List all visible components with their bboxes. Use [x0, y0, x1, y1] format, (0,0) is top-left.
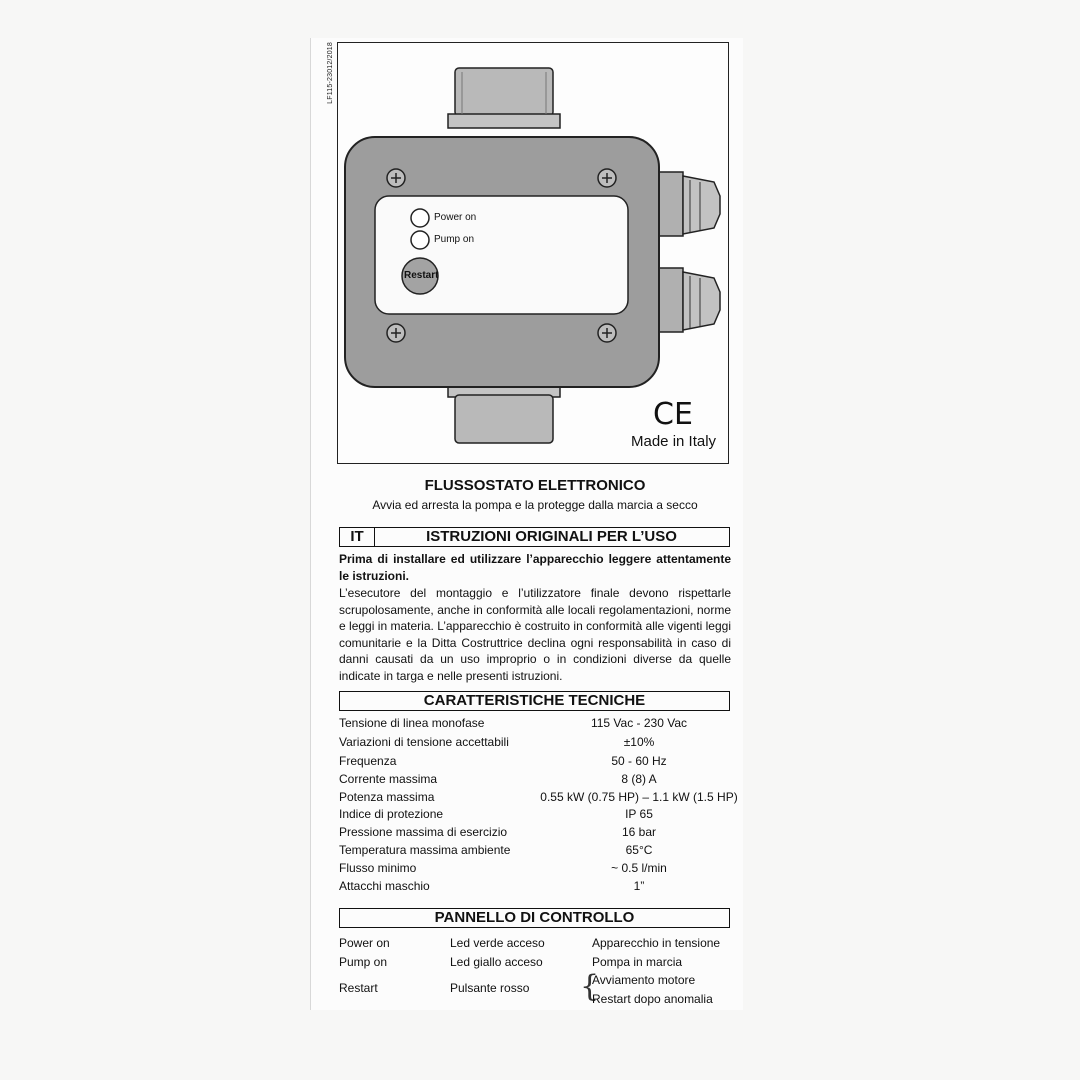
- panel-item-name: Restart: [339, 981, 378, 995]
- spec-value: 115 Vac - 230 Vac: [590, 716, 688, 730]
- spec-value: 16 bar: [621, 825, 657, 839]
- spec-value: 1”: [633, 879, 645, 893]
- panel-item-meaning: Apparecchio in tensione: [592, 936, 721, 950]
- spec-row: [339, 754, 739, 772]
- section-title: CARATTERISTICHE TECNICHE: [423, 692, 646, 709]
- spec-value: 0.55 kW (0.75 HP) – 1.1 kW (1.5 HP): [540, 790, 738, 804]
- panel-item-element: Led verde acceso: [450, 936, 545, 950]
- pressure-controller-drawing: [0, 0, 1080, 470]
- made-in-label: Made in Italy: [631, 433, 717, 450]
- spec-label: Pressione massima di esercizio: [339, 825, 508, 839]
- section-instructions-header: [339, 527, 730, 547]
- spec-label: Potenza massima: [339, 790, 435, 804]
- spec-row: [339, 879, 739, 897]
- panel-item-meaning: Avviamento motore: [592, 973, 696, 987]
- spec-row: [339, 772, 739, 790]
- spec-label: Tensione di linea monofase: [339, 716, 485, 730]
- product-title: FLUSSOSTATO ELETTRONICO: [424, 477, 646, 494]
- brace-icon: {: [580, 969, 600, 1004]
- spec-value: 65°C: [625, 843, 653, 857]
- spec-value: IP 65: [625, 807, 653, 821]
- spec-row: [339, 790, 739, 808]
- spec-value: ~ 0.5 l/min: [611, 861, 667, 875]
- pump-led-label: Pump on: [434, 234, 475, 245]
- spec-label: Frequenza: [339, 754, 397, 768]
- spec-label: Flusso minimo: [339, 861, 417, 875]
- language-code: IT: [340, 528, 375, 546]
- spec-label: Variazioni di tensione accettabili: [339, 735, 509, 749]
- ce-mark: CE: [653, 397, 693, 432]
- product-subtitle: Avvia ed arresta la pompa e la protegge dalla marcia a secco: [372, 498, 698, 512]
- section-specs-header: [339, 691, 730, 711]
- spec-row: [339, 843, 739, 861]
- pump-led-icon: [411, 231, 429, 249]
- panel-item-element: Led giallo acceso: [450, 955, 543, 969]
- section-panel-header: [339, 908, 730, 928]
- spec-row: [339, 716, 739, 734]
- spec-value: 8 (8) A: [621, 772, 657, 786]
- spec-row: [339, 861, 739, 879]
- spec-label: Attacchi maschio: [339, 879, 430, 893]
- spec-row: [339, 807, 739, 825]
- panel-item-name: Power on: [339, 936, 390, 950]
- spec-label: Indice di protezione: [339, 807, 444, 821]
- panel-item-name: Pump on: [339, 955, 388, 969]
- panel-item-meaning: Restart dopo anomalia: [592, 992, 713, 1006]
- spec-row: [339, 735, 739, 753]
- restart-button-label: Restart: [404, 270, 439, 281]
- section-title: PANNELLO DI CONTROLLO: [434, 909, 635, 926]
- intro-warning: Prima di installare ed utilizzare l’apparecchio leggere attentamente le istruzioni.: [339, 552, 731, 583]
- spec-value: 50 - 60 Hz: [611, 754, 667, 768]
- panel-item-meaning: Pompa in marcia: [592, 955, 683, 969]
- power-led-label: Power on: [434, 212, 477, 223]
- instructions-body: L’esecutore del montaggio e l’utilizzatore finale devono rispettarle scrupolosamente, anche in conformità alle locali regolamentazioni, norme e leggi in materia. L’apparecchio è costruito in conformità alle vigenti leggi comunitarie e la Ditta Costruttrice declina ogni responsabilità in caso di danni causati da un uso improprio o in condizioni diverse da quelle indicate in targa e nelle presenti istruzioni.: [339, 586, 731, 683]
- spec-label: Corrente massima: [339, 772, 438, 786]
- document-code: LF115-23012/2018: [327, 42, 334, 104]
- power-led-icon: [411, 209, 429, 227]
- section-title: ISTRUZIONI ORIGINALI PER L’USO: [426, 528, 677, 545]
- spec-value: ±10%: [623, 735, 655, 749]
- spec-label: Temperatura massima ambiente: [339, 843, 511, 857]
- panel-item-element: Pulsante rosso: [450, 981, 530, 995]
- spec-row: [339, 825, 739, 843]
